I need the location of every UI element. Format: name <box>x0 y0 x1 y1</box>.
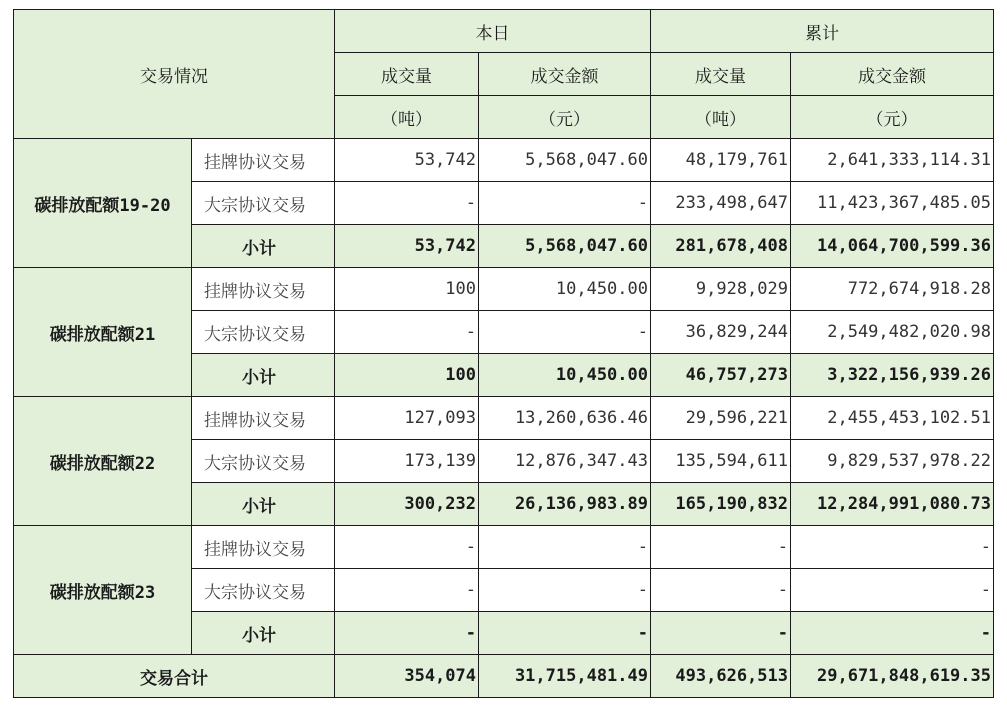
trade-type: 挂牌协议交易 <box>192 526 335 569</box>
today-amount: 10,450.00 <box>479 268 651 311</box>
group-name: 碳排放配额21 <box>14 268 192 397</box>
today-volume: - <box>335 311 479 354</box>
cum-amount: - <box>791 526 994 569</box>
cum-volume: - <box>651 569 791 612</box>
subtotal-today-volume: 300,232 <box>335 483 479 526</box>
trade-type: 大宗协议交易 <box>192 569 335 612</box>
cum-volume: 233,498,647 <box>651 182 791 225</box>
cum-amount: 2,641,333,114.31 <box>791 139 994 182</box>
today-volume: - <box>335 569 479 612</box>
subtotal-today-amount: 5,568,047.60 <box>479 225 651 268</box>
cum-amount-unit: （元） <box>791 96 994 139</box>
today-volume: - <box>335 526 479 569</box>
subtotal-cum-volume: 46,757,273 <box>651 354 791 397</box>
total-cum-amount: 29,671,848,619.35 <box>791 655 994 698</box>
cum-amount: - <box>791 569 994 612</box>
subtotal-cum-amount: 3,322,156,939.26 <box>791 354 994 397</box>
today-volume: 100 <box>335 268 479 311</box>
subtotal-today-amount: 26,136,983.89 <box>479 483 651 526</box>
subtotal-label: 小计 <box>192 612 335 655</box>
subtotal-cum-volume: 281,678,408 <box>651 225 791 268</box>
cum-volume: 9,928,029 <box>651 268 791 311</box>
today-volume-header: 成交量 <box>335 53 479 96</box>
cum-volume: 135,594,611 <box>651 440 791 483</box>
trade-type: 大宗协议交易 <box>192 311 335 354</box>
subtotal-cum-amount: 14,064,700,599.36 <box>791 225 994 268</box>
cum-volume-unit: （吨） <box>651 96 791 139</box>
cum-volume: 48,179,761 <box>651 139 791 182</box>
table-row <box>14 397 994 440</box>
trade-type: 大宗协议交易 <box>192 440 335 483</box>
today-amount: 13,260,636.46 <box>479 397 651 440</box>
table-row <box>14 526 994 569</box>
total-today-volume: 354,074 <box>335 655 479 698</box>
today-amount-unit: （元） <box>479 96 651 139</box>
today-volume: 53,742 <box>335 139 479 182</box>
trade-type: 挂牌协议交易 <box>192 268 335 311</box>
today-volume-unit: （吨） <box>335 96 479 139</box>
group-name: 碳排放配额19-20 <box>14 139 192 268</box>
total-row <box>14 655 994 698</box>
cum-volume: 29,596,221 <box>651 397 791 440</box>
cum-amount: 772,674,918.28 <box>791 268 994 311</box>
table-row <box>14 268 994 311</box>
today-volume: 173,139 <box>335 440 479 483</box>
trade-type: 大宗协议交易 <box>192 182 335 225</box>
carbon-trading-table <box>13 9 994 698</box>
cumulative-header: 累计 <box>651 10 994 53</box>
subtotal-today-volume: - <box>335 612 479 655</box>
cum-volume-header: 成交量 <box>651 53 791 96</box>
total-label: 交易合计 <box>14 655 335 698</box>
today-amount-header: 成交金额 <box>479 53 651 96</box>
subtotal-cum-amount: - <box>791 612 994 655</box>
today-amount: - <box>479 182 651 225</box>
today-volume: - <box>335 182 479 225</box>
today-amount: - <box>479 311 651 354</box>
subtotal-label: 小计 <box>192 354 335 397</box>
subtotal-cum-amount: 12,284,991,080.73 <box>791 483 994 526</box>
table-row <box>14 139 994 182</box>
today-amount: 5,568,047.60 <box>479 139 651 182</box>
today-amount: - <box>479 569 651 612</box>
cum-volume: - <box>651 526 791 569</box>
total-today-amount: 31,715,481.49 <box>479 655 651 698</box>
trade-type: 挂牌协议交易 <box>192 397 335 440</box>
subtotal-label: 小计 <box>192 225 335 268</box>
cum-amount: 9,829,537,978.22 <box>791 440 994 483</box>
today-amount: 12,876,347.43 <box>479 440 651 483</box>
today-amount: - <box>479 526 651 569</box>
subtotal-today-volume: 53,742 <box>335 225 479 268</box>
today-volume: 127,093 <box>335 397 479 440</box>
cum-amount: 2,549,482,020.98 <box>791 311 994 354</box>
group-name: 碳排放配额22 <box>14 397 192 526</box>
subtotal-label: 小计 <box>192 483 335 526</box>
subtotal-today-volume: 100 <box>335 354 479 397</box>
subtotal-cum-volume: 165,190,832 <box>651 483 791 526</box>
today-header: 本日 <box>335 10 651 53</box>
subtotal-today-amount: 10,450.00 <box>479 354 651 397</box>
cum-amount: 11,423,367,485.05 <box>791 182 994 225</box>
group-name: 碳排放配额23 <box>14 526 192 655</box>
corner-header: 交易情况 <box>14 10 335 139</box>
subtotal-cum-volume: - <box>651 612 791 655</box>
cum-amount: 2,455,453,102.51 <box>791 397 994 440</box>
total-cum-volume: 493,626,513 <box>651 655 791 698</box>
cum-volume: 36,829,244 <box>651 311 791 354</box>
subtotal-today-amount: - <box>479 612 651 655</box>
trade-type: 挂牌协议交易 <box>192 139 335 182</box>
cum-amount-header: 成交金额 <box>791 53 994 96</box>
